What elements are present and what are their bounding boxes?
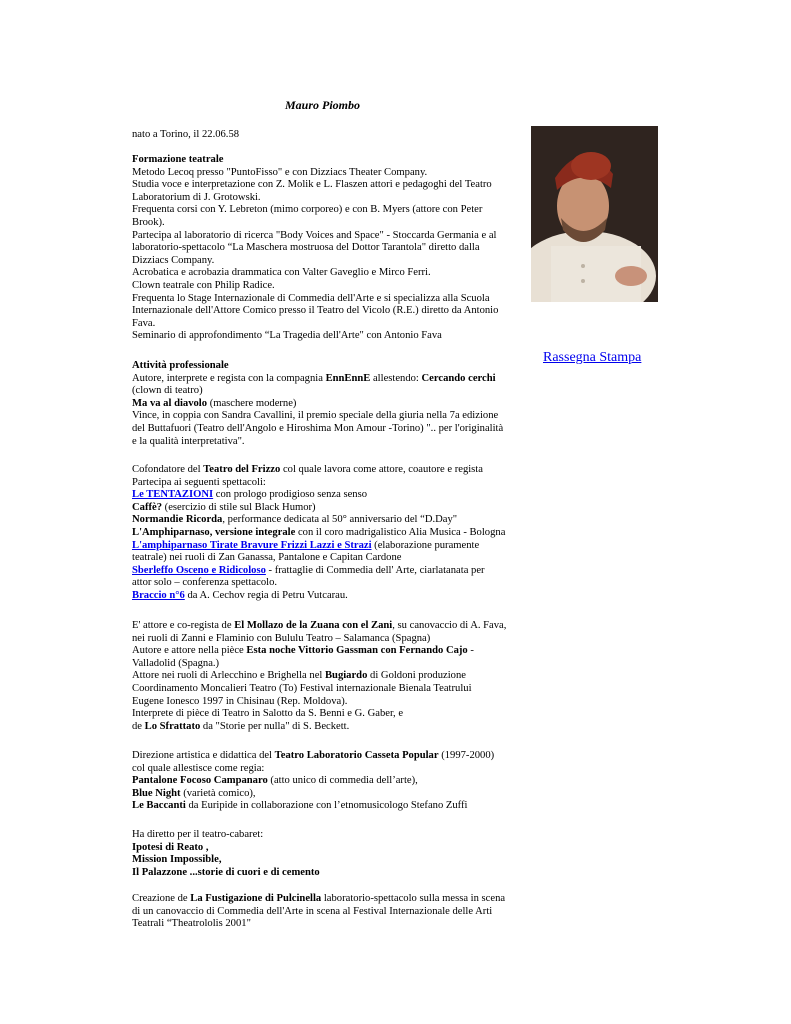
career-line: e la qualità interpretativa". — [132, 435, 245, 447]
show-title: Caffè? — [132, 501, 163, 513]
frizzo-line: teatrale) nei ruoli di Zan Ganassa, Pantalone e Capitan Cardone — [132, 552, 402, 564]
text: (atto unico di commedia dell’arte), — [267, 775, 418, 787]
show-title: Le Baccanti — [132, 800, 186, 812]
press-review-link[interactable]: Rassegna Stampa — [543, 350, 642, 365]
mollazo-line: nei ruoli di Zanni e Flaminio con Bululu Teatro – Salamanca (Spagna) — [132, 632, 431, 644]
career-heading: Attività professionale — [132, 360, 229, 371]
career-section — [132, 360, 524, 448]
training-line: Frequenta lo Stage Internazionale di Commedia dell'Arte e si specializza alla Scuola — [132, 292, 490, 304]
text: allestendo: — [370, 372, 422, 384]
text: da "Storie per nulla" di S. Beckett. — [200, 720, 350, 732]
frizzo-section — [132, 464, 524, 603]
show-title: Ipotesi di Reato , — [132, 841, 209, 853]
training-line: Dizziacs Company. — [132, 254, 215, 266]
text: da A. Cechov regia di Petru Vutcarau. — [184, 589, 348, 601]
training-line: Acrobatica e acrobazia drammatica con Valter Gaveglio e Mirco Ferri. — [132, 267, 431, 279]
career-line — [132, 373, 524, 386]
career-line — [132, 398, 524, 411]
tentazioni-link[interactable]: Le TENTAZIONI — [132, 489, 214, 501]
text: laboratorio-spettacolo sulla messa in scena — [321, 893, 506, 904]
cabaret-line: Ha diretto per il teatro-cabaret: — [132, 829, 264, 840]
career-line: (clown di teatro) — [132, 385, 203, 397]
company-name: EnnEnnE — [325, 372, 371, 384]
text: E' attore e co-regista de — [132, 620, 235, 631]
mollazo-line: Interprete di pièce di Teatro in Salotto da S. Benni e G. Gaber, e — [132, 708, 404, 720]
training-line: Clown teatrale con Philip Radice. — [132, 279, 275, 291]
show-title: Normandie Ricorda — [132, 514, 223, 526]
mollazo-line: Valladolid (Spagna.) — [132, 657, 220, 669]
career-line: del Buttafuori (Teatro dell'Angolo e Hiroshima Mon Amour -Torino) ".. per l'originalità — [132, 422, 504, 434]
sberleffo-link[interactable]: Sberleffo Osceno e Ridicoloso — [132, 564, 266, 576]
training-line: Internazionale dell'Attore Comico presso il Teatro del Vicolo (R.E.) diretto da Antonio — [132, 305, 499, 317]
text: de — [132, 720, 145, 732]
text: Autore, interprete e regista con la compagnia — [132, 372, 326, 384]
show-title: Il Palazzone ...storie di cuori e di cemento — [132, 866, 320, 878]
mollazo-line: Coordinamento Moncalieri Teatro (To) Festival internazionale Bienala Teatrului — [132, 682, 472, 694]
training-line: Seminario di approfondimento “La Tragedia dell'Arte" con Antonio Fava — [132, 330, 442, 342]
training-line: Metodo Lecoq presso "PuntoFisso" e con Dizziacs Theater Company. — [132, 166, 428, 178]
cabaret-section — [132, 829, 524, 879]
show-title: La Fustigazione di Pulcinella — [190, 893, 322, 904]
mollazo-line: Eugene Ionesco 1997 in Chisinau (Rep. Moldova). — [132, 695, 348, 707]
text: , performance dedicata al 50° anniversario del “D.Day" — [222, 514, 458, 526]
portrait-illustration — [531, 126, 658, 302]
text: Creazione de — [132, 893, 191, 904]
casseta-section — [132, 750, 524, 813]
casseta-line: col quale allestisce come regia: — [132, 762, 265, 774]
text: con prologo prodigioso senza senso — [213, 489, 368, 501]
training-line: Fava. — [132, 317, 156, 329]
birth-info: nato a Torino, il 22.06.58 — [132, 129, 240, 140]
text: Direzione artistica e didattica del — [132, 750, 275, 761]
pulcinella-line: di un canovaccio di Commedia dell'Arte in scena al Festival Internazionale delle Arti — [132, 905, 493, 917]
training-heading: Formazione teatrale — [132, 154, 224, 165]
company-name: Teatro Laboratorio Casseta Popular — [274, 750, 439, 761]
mollazo-section — [132, 620, 524, 733]
show-title: Mission Impossible, — [132, 854, 222, 866]
show-title: Pantalone Focoso Campanaro — [132, 775, 268, 787]
show-title: L'Amphiparnaso, versione integrale — [132, 526, 296, 538]
text: con il coro madrigalistico Alia Musica - Bologna — [295, 526, 506, 538]
text: (elaborazione puramente — [371, 539, 480, 551]
training-line: Frequenta corsi con Y. Lebreton (mimo corporeo) e con B. Myers (attore con Peter — [132, 204, 483, 216]
pulcinella-line: Teatrali “Theatrololis 2001" — [132, 918, 251, 930]
text: (esercizio di stile sul Black Humor) — [162, 501, 316, 513]
braccio-link[interactable]: Braccio n°6 — [132, 589, 185, 601]
text: (maschere moderne) — [207, 397, 297, 409]
show-title: Ma va al diavolo — [132, 397, 208, 409]
text: , su canovaccio di A. Fava, — [392, 620, 507, 631]
page-title: Mauro Piombo — [285, 98, 361, 112]
pulcinella-section — [132, 893, 524, 931]
show-title: Cercando cerchi — [421, 372, 496, 384]
portrait-photo — [531, 126, 658, 302]
frizzo-line: Partecipa ai seguenti spettacoli: — [132, 476, 266, 488]
show-title: Bugiardo — [324, 670, 368, 682]
show-title: Blue Night — [132, 787, 181, 799]
training-line: Studia voce e interpretazione con Z. Molik e L. Flaszen attori e pedagoghi del Teatro — [132, 179, 492, 191]
show-title: Lo Sfrattato — [144, 720, 201, 732]
training-section — [132, 154, 524, 343]
text: Cofondatore del — [132, 464, 204, 475]
career-line: Vince, in coppia con Sandra Cavallini, il premio speciale della giuria nella 7a edizione — [132, 410, 499, 422]
company-name: Teatro del Frizzo — [203, 464, 281, 475]
amphiparnaso-link[interactable]: L'amphiparnaso Tirate Bravure Frizzi Lazzi e Strazi — [132, 539, 372, 551]
text: - — [467, 645, 474, 657]
text: (varietà comico), — [180, 787, 256, 799]
training-line: Laboratorium di J. Grotowski. — [132, 191, 261, 203]
training-line: laboratorio-spettacolo “La Maschera mostruosa del Dottor Tarantola" diretto dalla — [132, 242, 480, 254]
training-line: Partecipa al laboratorio di ricerca "Body Voices and Space" - Stoccarda Germania e al — [132, 229, 497, 241]
text: da Euripide in collaborazione con l’etnomusicologo Stefano Zuffi — [185, 800, 468, 812]
text: di Goldoni produzione — [367, 670, 466, 682]
text: - frattaglie di Commedia dell' Arte, ciarlatanata per — [265, 564, 485, 576]
text: Attore nei ruoli di Arlecchino e Brighella nel — [132, 670, 325, 682]
frizzo-line: attor solo – conferenza spettacolo. — [132, 577, 278, 589]
text: Autore e attore nella pièce — [132, 645, 247, 657]
training-line: Brook). — [132, 216, 165, 228]
show-title: El Mollazo de la Zuana con el Zani — [234, 620, 393, 631]
show-title: Esta noche Vittorio Gassman con Fernando Cajo — [246, 645, 468, 657]
text: (1997-2000) — [438, 750, 495, 761]
text: col quale lavora come attore, coautore e regista — [280, 464, 483, 475]
